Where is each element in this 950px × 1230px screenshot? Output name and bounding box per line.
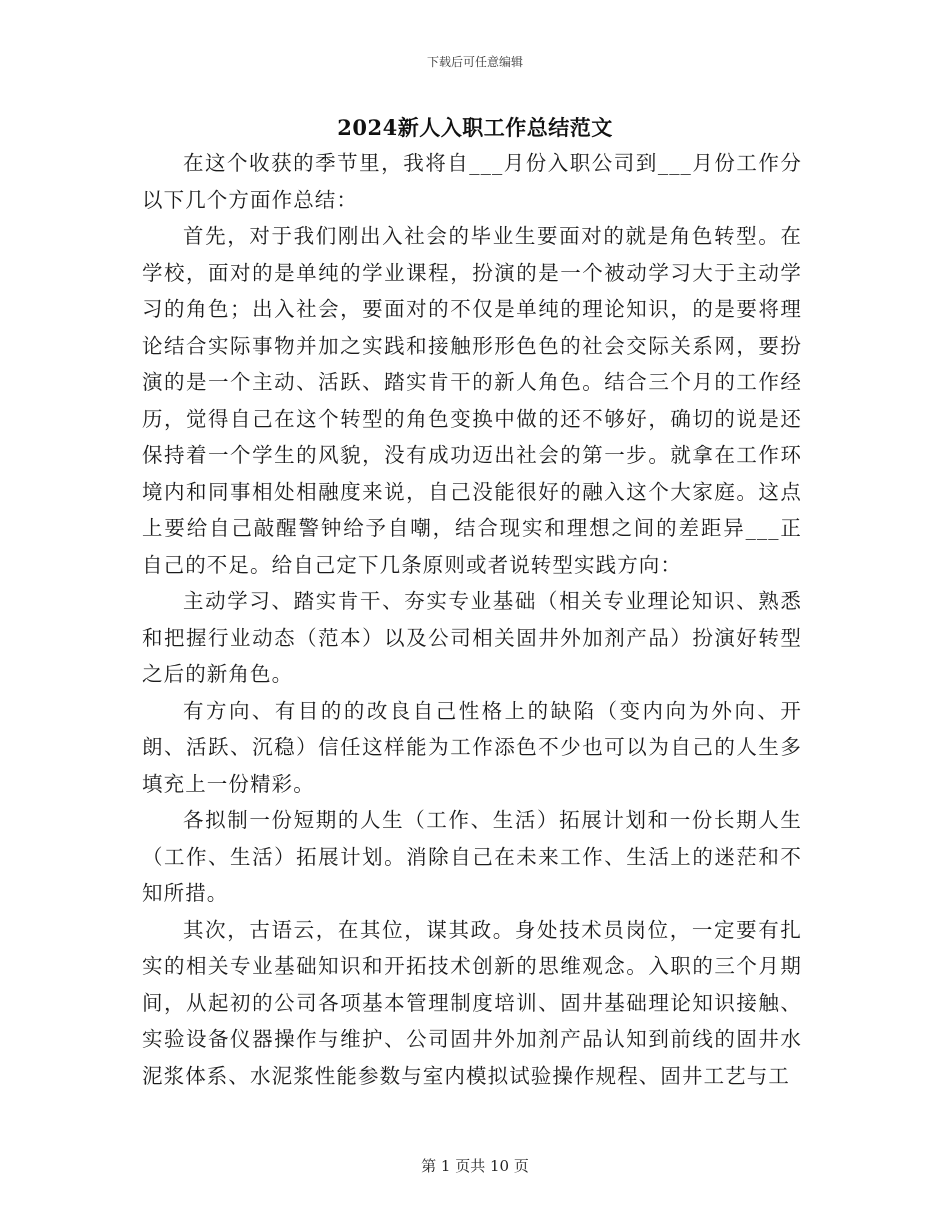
paragraph: 首先，对于我们刚出入社会的毕业生要面对的就是角色转型。在学校，面对的是单纯的学业课程，扮演的是一个被动学习大于主动学习的角色；出入社会，要面对的不仅是单纯的理论知识，的是要将理论结合实际事物并加之实践和接触形形色色的社会交际关系网，要扮演的是一个主动、活跃、踏实肯干的新人角色。结合三个月的工作经历，觉得自己在这个转型的角色变换中做的还不够好，确切的说是还保持着一个学生的风貌，没有成功迈出社会的第一步。就拿在工作环境内和同事相处相融度来说，自己没能很好的融入这个大家庭。这点上要给自己敲醒警钟给予自嘲，结合现实和理想之间的差距异___正自己的不足。给自己定下几条原则或者说转型实践方向： — [142, 224, 802, 577]
paragraph: 主动学习、踏实肯干、夯实专业基础（相关专业理论知识、熟悉和把握行业动态（范本）以及公司相关固井外加剂产品）扮演好转型之后的新角色。 — [142, 589, 802, 686]
header-note: 下载后可任意编辑 — [426, 55, 523, 69]
paragraph: 在这个收获的季节里，我将自___月份入职公司到___月份工作分以下几个方面作总结： — [142, 151, 802, 212]
paragraph: 各拟制一份短期的人生（工作、生活）拓展计划和一份长期人生（工作、生活）拓展计划。消除自己在未来工作、生活上的迷茫和不知所措。 — [142, 808, 802, 905]
paragraph: 有方向、有目的的改良自己性格上的缺陷（变内向为外向、开朗、活跃、沉稳）信任这样能为工作添色不少也可以为自己的人生多填充上一份精彩。 — [142, 698, 802, 796]
document-title: 2024新人入职工作总结范文 — [337, 115, 613, 140]
document-body — [142, 145, 802, 1094]
paragraph: 其次，古语云，在其位，谋其政。身处技术员岗位，一定要有扎实的相关专业基础知识和开拓技术创新的思维观念。入职的三个月期间，从起初的公司各项基本管理制度培训、固井基础理论知识接触、实验设备仪器操作与维护、公司固井外加剂产品认知到前线的固井水泥浆体系、水泥浆性能参数与室内模拟试验操作规程、固井工艺与工 — [142, 917, 802, 1088]
page-footer: 第 1 页共 10 页 — [421, 1157, 529, 1175]
